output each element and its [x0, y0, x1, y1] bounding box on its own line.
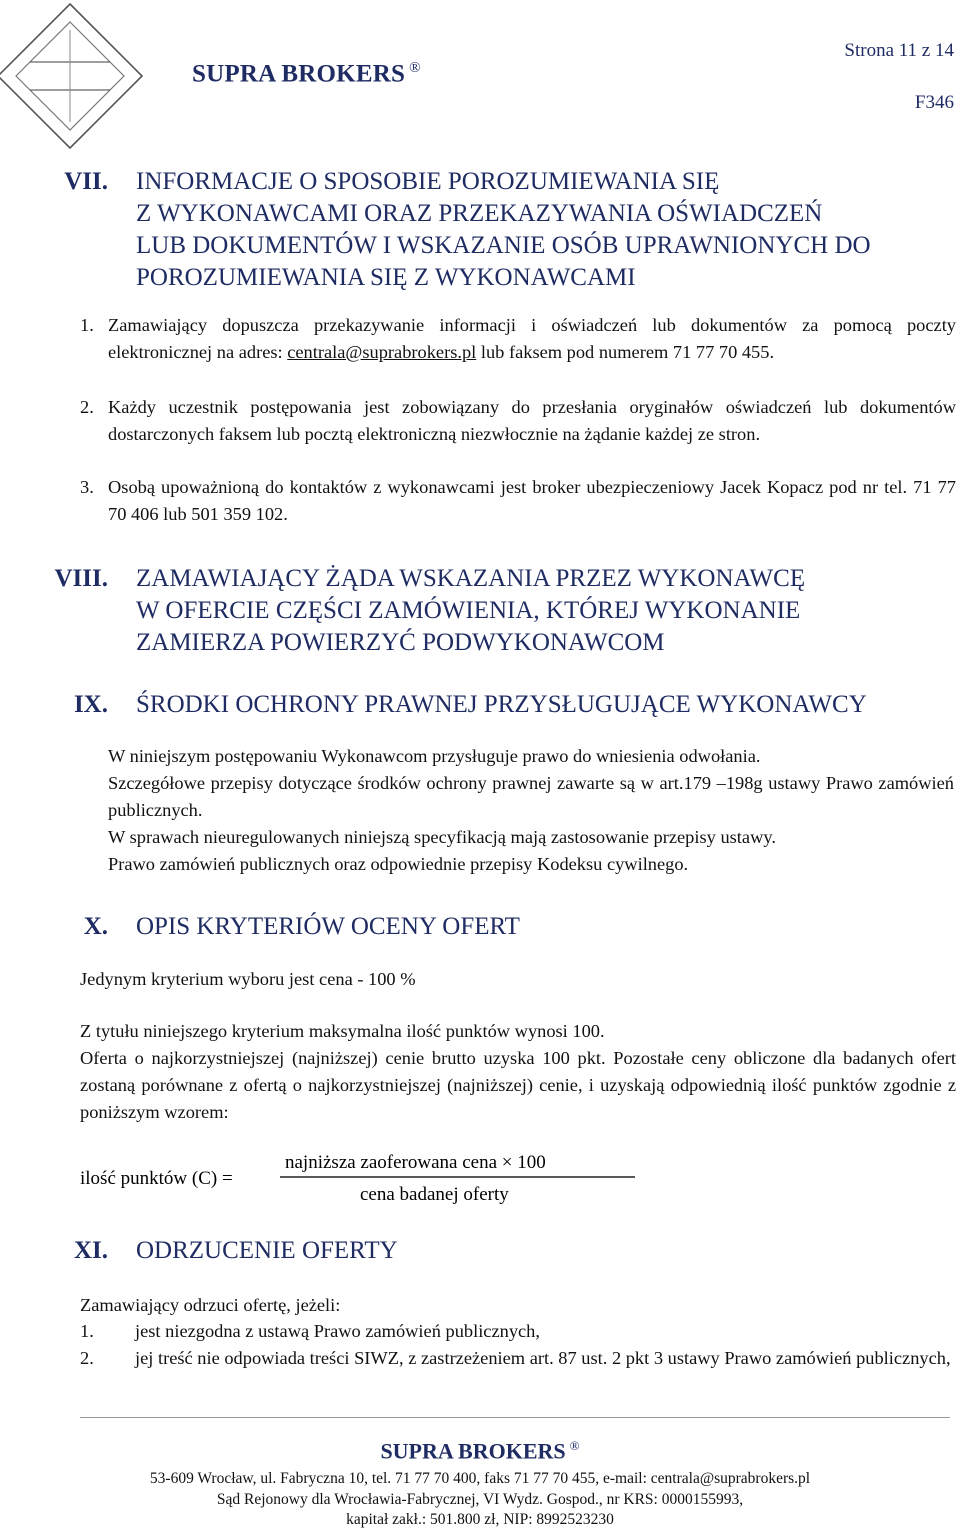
list-item	[80, 312, 956, 366]
paragraph: W niniejszym postępowaniu Wykonawcom przysługuje prawo do wniesienia odwołania.	[108, 746, 761, 766]
section-number: VII.	[64, 168, 108, 195]
heading-line: W OFERCIE CZĘŚCI ZAMÓWIENIA, KTÓREJ WYKONANIE	[136, 597, 801, 624]
paragraph: W sprawach nieuregulowanych niniejszą specyfikacją mają zastosowanie przepisy ustawy.	[108, 827, 776, 847]
heading-title: ŚRODKI OCHRONY PRAWNEJ PRZYSŁUGUJĄCE WYKONAWCY	[136, 691, 867, 718]
paragraph: Prawo zamówień publicznych oraz odpowiednie przepisy Kodeksu cywilnego.	[108, 854, 689, 874]
paragraph: Z tytułu niniejszego kryterium maksymalna ilość punktów wynosi 100.	[80, 1021, 605, 1041]
section-8-heading	[30, 563, 950, 659]
company-logo	[0, 0, 150, 150]
footer-registry: Sąd Rejonowy dla Wrocławia-Fabrycznej, VI Wydz. Gospod., nr KRS: 0000155993,	[216, 1491, 744, 1508]
list-item	[80, 474, 956, 528]
item-text: jej treść nie odpowiada treści SIWZ, z zastrzeżeniem art. 87 ust. 2 pkt 3 ustawy Prawo zamówień publicznych,	[135, 1348, 951, 1368]
item-number: 2.	[80, 1348, 94, 1368]
heading-line: ZAMIERZA POWIERZYĆ PODWYKONAWCOM	[136, 629, 665, 656]
item-text: Zamawiający dopuszcza przekazywanie informacji i oświadczeń lub dokumentów za pomocą poczty elektronicznej na adres:	[108, 315, 956, 362]
item-number: 1.	[80, 315, 94, 335]
heading-line: INFORMACJE O SPOSOBIE POROZUMIEWANIA SIĘ	[136, 168, 720, 195]
heading-title: OPIS KRYTERIÓW OCENY OFERT	[136, 913, 520, 940]
item-text: lub faksem pod numerem 71 77 70 455.	[476, 342, 775, 362]
formula-numerator: najniższa zaoferowana cena × 100	[285, 1152, 546, 1173]
item-text: Osobą upoważnioną do kontaktów z wykonawcami jest broker ubezpieczeniowy Jacek Kopacz pod nr tel. 71 77 70 406 lub 501 359 102.	[108, 477, 956, 524]
header-brand: SUPRA BROKERS ®	[192, 60, 421, 88]
section-9-body	[108, 743, 954, 878]
item-number: 2.	[80, 397, 94, 417]
registered-mark-icon: ®	[569, 1438, 580, 1453]
heading-line: LUB DOKUMENTÓW I WSKAZANIE OSÓB UPRAWNIONYCH DO	[136, 232, 871, 259]
item-number: 3.	[80, 477, 94, 497]
paragraph: Szczegółowe przepisy dotyczące środków ochrony prawnej zawarte są w art.179 –198g ustawy Prawo zamówień publicznych.	[108, 773, 954, 820]
heading-line: Z WYKONAWCAMI ORAZ PRZEKAZYWANIA OŚWIADCZEŃ	[136, 200, 823, 227]
registered-mark-icon: ®	[409, 60, 421, 76]
section-number: VIII.	[54, 565, 108, 592]
heading-title: ODRZUCENIE OFERTY	[136, 1237, 398, 1264]
heading-line: POROZUMIEWANIA SIĘ Z WYKONAWCAMI	[136, 264, 636, 291]
list-item	[80, 394, 956, 448]
section-9-heading	[30, 689, 950, 721]
section-10-heading	[30, 911, 950, 943]
footer-capital: kapitał zakł.: 501.800 zł, NIP: 8992523230	[346, 1511, 614, 1528]
list-item	[80, 1345, 956, 1372]
page-number: Strona 11 z 14	[844, 40, 954, 61]
item-text: jest niezgodna z ustawą Prawo zamówień publicznych,	[135, 1321, 540, 1341]
criterion-text: Jedynym kryterium wyboru jest cena - 100 %	[80, 969, 416, 989]
form-code: F346	[914, 92, 954, 113]
footer-address: 53-609 Wrocław, ul. Fabryczna 10, tel. 71 77 70 400, faks 71 77 70 455, e-mail: centrala@suprabrokers.pl	[149, 1470, 811, 1487]
section-11-heading	[30, 1235, 950, 1267]
footer-brand: SUPRA BROKERS ®	[380, 1438, 580, 1464]
section-number: XI.	[73, 1237, 108, 1264]
item-text: Każdy uczestnik postępowania jest zobowiązany do przesłania oryginałów oświadczeń lub dokumentów dostarczonych faksem lub pocztą elektroniczną niezwłocznie na żądanie każdej ze stron.	[108, 397, 956, 444]
heading-line: ZAMAWIAJĄCY ŻĄDA WSKAZANIA PRZEZ WYKONAWCĘ	[136, 565, 806, 592]
formula-denominator: cena badanej oferty	[360, 1184, 509, 1205]
item-number: 1.	[80, 1321, 94, 1341]
footer-divider	[80, 1417, 950, 1418]
email-link[interactable]: centrala@suprabrokers.pl	[287, 342, 477, 362]
paragraph: Zamawiający odrzuci ofertę, jeżeli:	[80, 1295, 341, 1315]
section-number: IX.	[73, 691, 108, 718]
section-number: X.	[83, 913, 108, 940]
list-item	[80, 1318, 956, 1345]
section-7-heading	[30, 166, 950, 294]
formula-lhs: ilość punktów (C) =	[80, 1168, 233, 1189]
scoring-formula	[80, 1148, 640, 1206]
paragraph: Oferta o najkorzystniejszej (najniższej) cenie brutto uzyska 100 pkt. Pozostałe ceny obliczone dla badanych ofert zostaną porównane z ofertą o najkorzystniejszej (najniższej) cenie, i uzyskają odpowiednią ilość punktów zgodnie z poniższym wzorem:	[80, 1048, 956, 1122]
